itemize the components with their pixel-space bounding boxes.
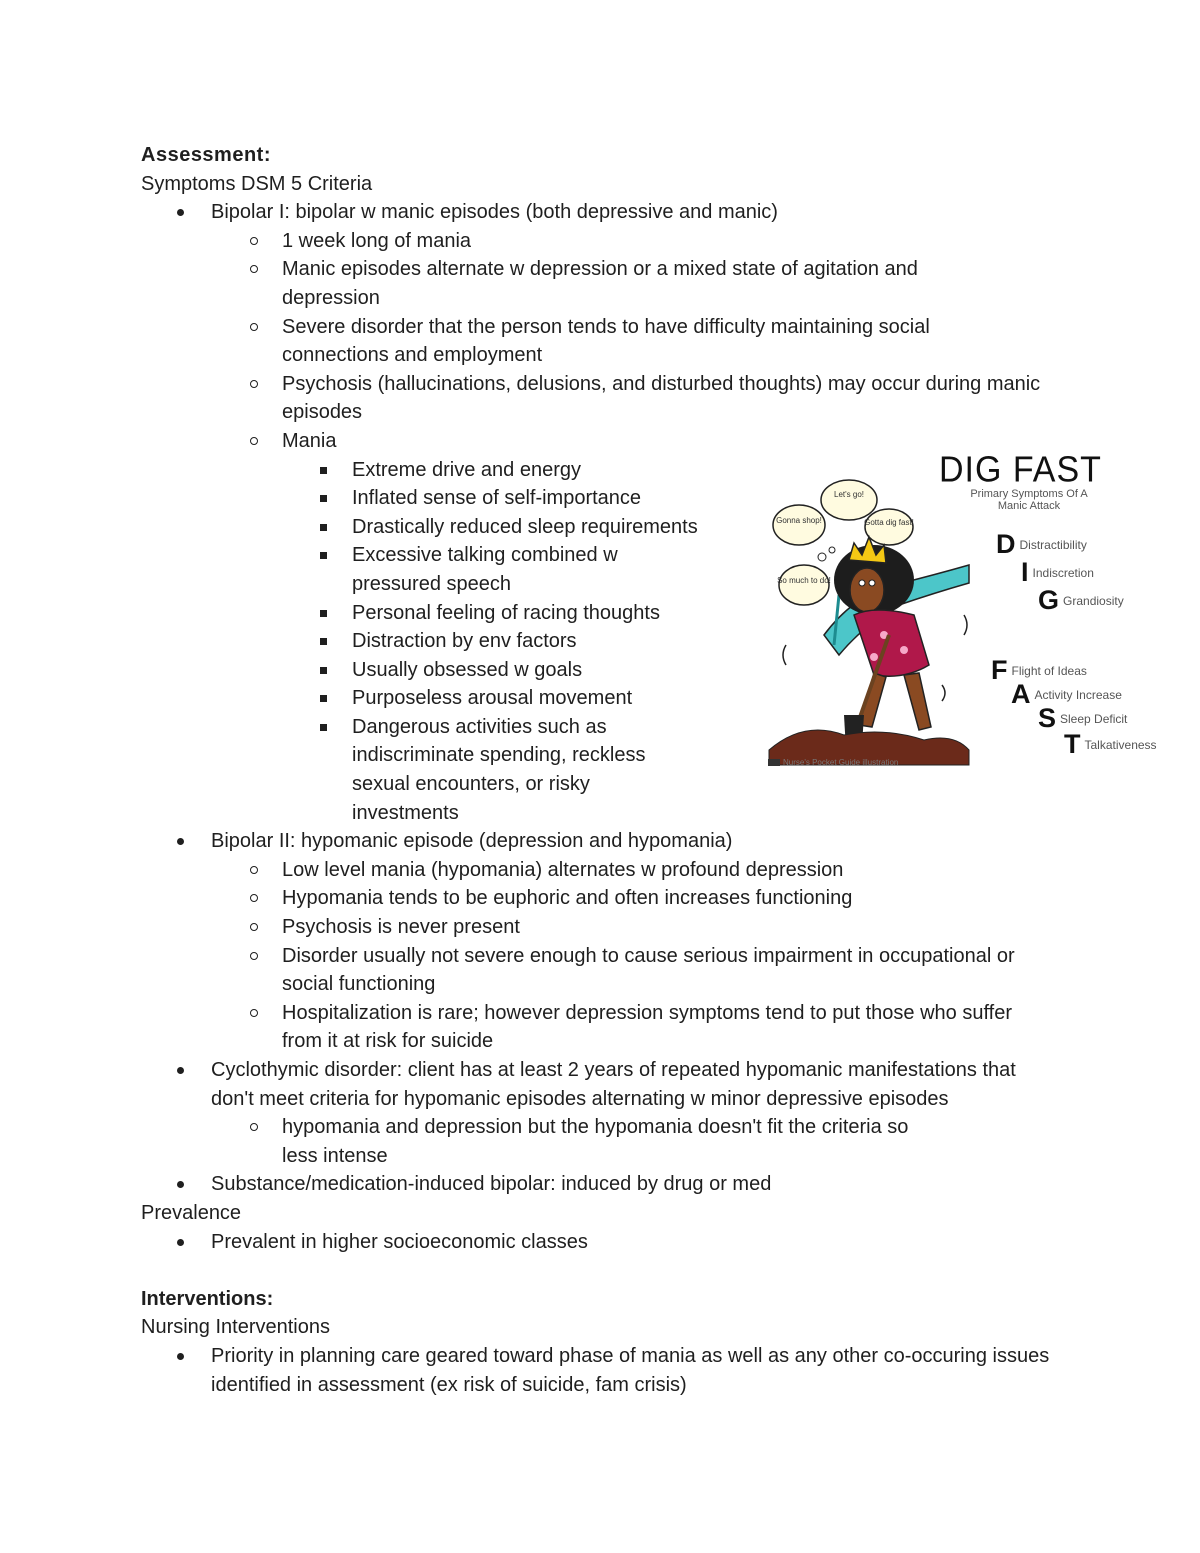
thought-bubble-text: Gonna shop! [776,516,822,525]
digfast-word: Distractibility [1019,537,1087,552]
list-item: Priority in planning care geared toward phase of mania as well as any other co-occuring issues identified in assessment (ex risk of suicide, fam crisis) [141,1342,1061,1399]
list-item: Usually obsessed w goals [141,656,732,685]
digfast-title: DIG FAST [939,450,1102,490]
thought-bubble-text: Let's go! [834,490,864,499]
list-item: Purposeless arousal movement [141,684,732,713]
list-item: Disorder usually not severe enough to cause serious impairment in occupational or social functioning [141,942,1061,999]
publisher-logo-icon [768,759,780,766]
list-item: Psychosis is never present [141,913,1061,942]
list-item: Drastically reduced sleep requirements [141,513,732,542]
list-item: Inflated sense of self-importance [141,484,732,513]
digfast-word: Grandiosity [1063,593,1124,608]
list-item: Dangerous activities such as indiscriminate spending, reckless sexual encounters, or risky investments [141,713,652,827]
list-item: Distraction by env factors [141,627,732,656]
digfast-word: Sleep Deficit [1060,711,1128,726]
digfast-letter: S [1038,703,1057,733]
thought-bubble-text: So much to do! [777,576,831,585]
prevalence-label: Prevalence [141,1201,242,1224]
assessment-subheading: Symptoms DSM 5 Criteria [141,172,373,195]
list-item: Low level mania (hypomania) alternates w profound depression [141,856,1061,885]
assessment-heading: Assessment: [141,144,272,166]
digfast-row-f [991,657,1087,684]
digfast-letter: I [1021,557,1029,587]
list-item: Excessive talking combined w pressured speech [141,541,652,598]
digfast-letter: A [1011,679,1031,709]
digfast-word: Activity Increase [1034,687,1122,702]
digfast-caption-text: Nurse's Pocket Guide illustration [783,758,899,767]
digfast-word: Indiscretion [1032,565,1094,580]
list-item: Substance/medication-induced bipolar: induced by drug or med [141,1170,1061,1199]
digfast-letter: D [996,529,1016,559]
digfast-letter: T [1064,729,1081,759]
digfast-row-i [1021,559,1094,586]
list-item: Manic episodes alternate w depression or a mixed state of agitation and depression [141,255,1061,312]
digfast-subtitle: Primary Symptoms Of A Manic Attack [970,488,1088,512]
digfast-letter: G [1038,585,1060,615]
list-item: 1 week long of mania [141,227,1061,256]
digfast-word: Talkativeness [1084,737,1157,752]
list-item: Extreme drive and energy [141,456,732,485]
interventions-heading: Interventions: [141,1287,274,1310]
digfast-illustration [764,445,1194,775]
list-item [141,827,1061,1056]
digging-person-image [764,465,974,775]
digfast-letter: F [991,655,1008,685]
digfast-row-s [1038,705,1127,732]
list-item: Prevalent in higher socioeconomic classes [141,1228,1061,1257]
mania-label: Mania [282,429,337,452]
thought-bubble-text: Gotta dig fast! [864,518,914,527]
list-item: Severe disorder that the person tends to have difficulty maintaining social connections and employment [141,313,1061,370]
digfast-row-a [1011,681,1122,708]
interventions-list [141,1342,1061,1399]
list-item: Psychosis (hallucinations, delusions, and disturbed thoughts) may occur during manic episodes [141,370,1061,427]
list-item [141,1056,1061,1170]
bipolar2-sublist [141,856,1061,1056]
prevalence-list [141,1228,1061,1257]
bipolar1-text: Bipolar I: bipolar w manic episodes (both depressive and manic) [211,201,778,224]
digfast-row-g [1038,587,1124,614]
list-item: Personal feeling of racing thoughts [141,599,732,628]
digfast-caption [768,758,898,767]
digfast-row-d [996,531,1087,558]
bipolar2-text: Bipolar II: hypomanic episode (depression and hypomania) [211,830,733,853]
cyclothymic-sublist [141,1113,1061,1170]
interventions-subheading: Nursing Interventions [141,1316,330,1339]
list-item: hypomania and depression but the hypomania doesn't fit the criteria so less intense [141,1113,1061,1170]
cyclothymic-text: Cyclothymic disorder: client has at least 2 years of repeated hypomanic manifestations that don't meet criteria for hypomanic episodes alternating w minor depressive episodes [211,1059,1016,1110]
digfast-row-t [1064,731,1157,758]
list-item: Hypomania tends to be euphoric and often increases functioning [141,884,1061,913]
list-item: Hospitalization is rare; however depression symptoms tend to put those who suffer from it at risk for suicide [141,999,1061,1056]
spacer [141,1256,1061,1285]
digfast-word: Flight of Ideas [1011,663,1087,678]
